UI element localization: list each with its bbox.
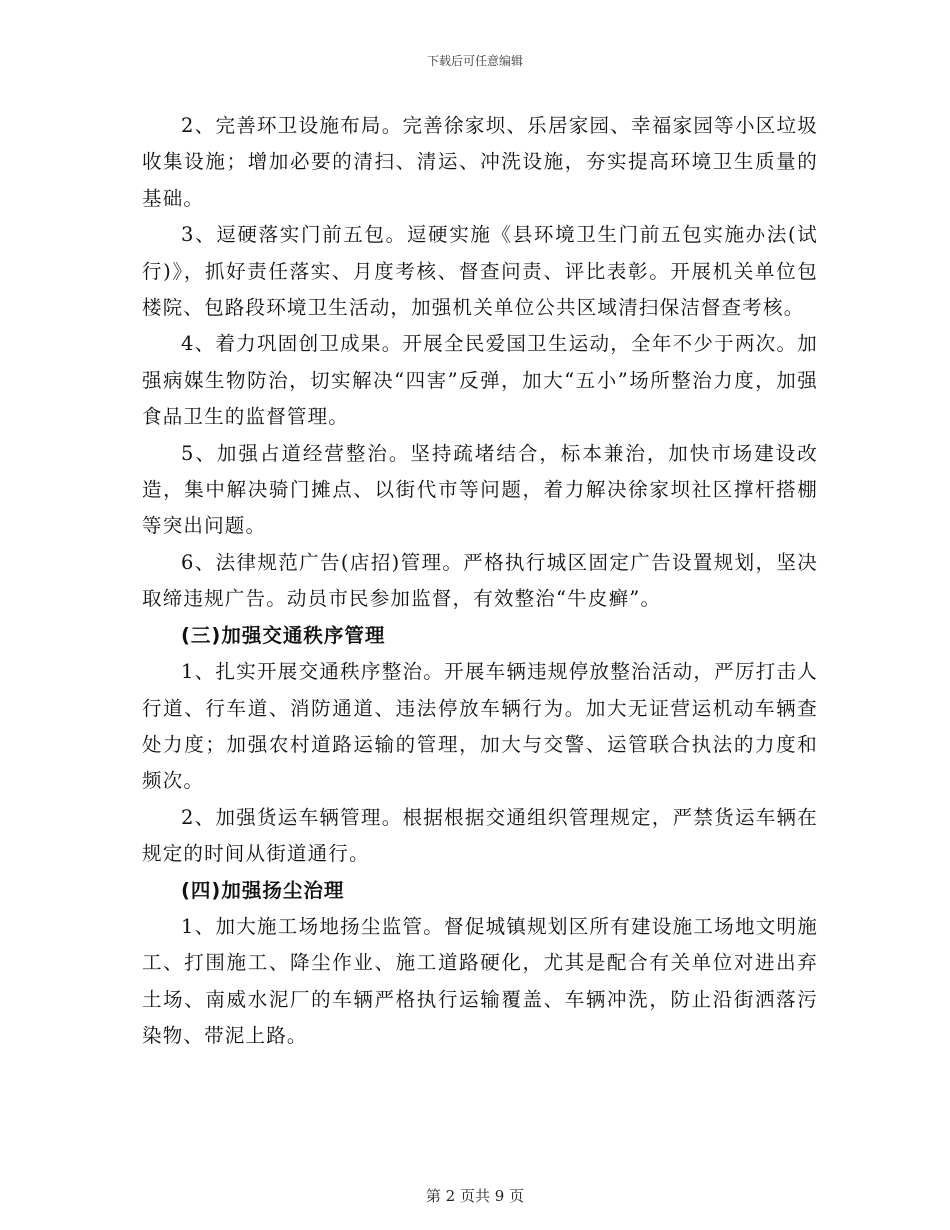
paragraph-item-5: 5、加强占道经营整治。坚持疏堵结合，标本兼治，加快市场建设改造，集中解决骑门摊点、以街代市等问题，着力解决徐家坝社区撑杆搭棚等突出问题。 <box>142 441 818 538</box>
paragraph-dust-1: 1、加大施工场地扬尘监管。督促城镇规划区所有建设施工场地文明施工、打围施工、降尘作业、施工道路硬化，尤其是配合有关单位对进出弃土场、南威水泥厂的车辆严格执行运输覆盖、车辆冲洗，防止沿街洒落污染物、带泥上路。 <box>142 914 818 1048</box>
section-heading-dust: (四)加强扬尘治理 <box>181 878 345 902</box>
paragraph-item-4: 4、着力巩固创卫成果。开展全民爱国卫生运动，全年不少于两次。加强病媒生物防治，切实解决“四害”反弹，加大“五小”场所整治力度，加强食品卫生的监督管理。 <box>142 332 818 429</box>
document-body <box>142 108 818 1055</box>
paragraph-item-6: 6、法律规范广告(店招)管理。严格执行城区固定广告设置规划，坚决取缔违规广告。动员市民参加监督，有效整治“牛皮癣”。 <box>142 550 818 611</box>
paragraph-item-3: 3、逗硬落实门前五包。逗硬实施《县环境卫生门前五包实施办法(试行)》，抓好责任落实、月度考核、督查问责、评比表彰。开展机关单位包楼院、包路段环境卫生活动，加强机关单位公共区域清扫保洁督查考核。 <box>142 223 818 320</box>
paragraph-traffic-2: 2、加强货运车辆管理。根据根据交通组织管理规定，严禁货运车辆在规定的时间从街道通行。 <box>142 805 818 866</box>
paragraph-item-2: 2、完善环卫设施布局。完善徐家坝、乐居家园、幸福家园等小区垃圾收集设施；增加必要的清扫、清运、冲洗设施，夯实提高环境卫生质量的基础。 <box>142 114 818 210</box>
section-heading-traffic: (三)加强交通秩序管理 <box>181 623 386 647</box>
page-number: 第 2 页共 9 页 <box>425 1187 525 1205</box>
page-header-note: 下载后可任意编辑 <box>426 54 523 68</box>
paragraph-traffic-1: 1、扎实开展交通秩序整治。开展车辆违规停放整治活动，严厉打击人行道、行车道、消防通道、违法停放车辆行为。加大无证营运机动车辆查处力度；加强农村道路运输的管理，加大与交警、运管联合执法的力度和频次。 <box>142 660 818 793</box>
